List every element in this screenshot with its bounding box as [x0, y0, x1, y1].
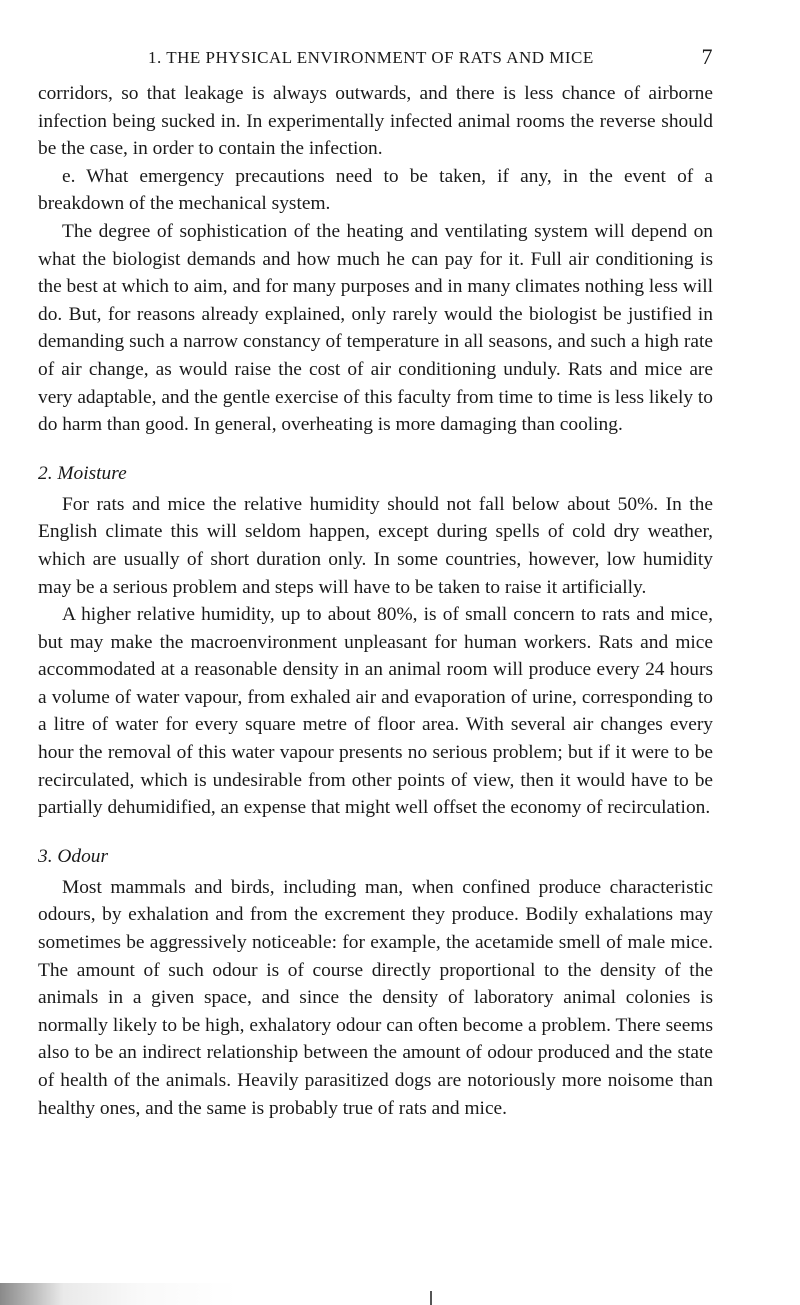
paragraph: For rats and mice the relative humidity should not fall below about 50%. In the English climate this will seldom happen, except during spells of cold dry weather, which are usually of short duration only. In some countries, however, low humidity may be a serious problem and steps will have to be taken to raise it artificially. [38, 493, 713, 598]
running-header [38, 44, 713, 74]
section-heading-moisture: 2. Moisture [38, 462, 127, 484]
scan-edge-shadow [0, 1283, 395, 1305]
paragraph: corridors, so that leakage is always outwards, and there is less chance of airborne infection being sucked in. In experimentally infected animal rooms the reverse should be the case, in order to contain the infection. [38, 83, 713, 160]
book-page [38, 0, 713, 1305]
paragraph: Most mammals and birds, including man, when confined produce characteristic odours, by exhalation and from the excrement they produce. Bodily exhalations may sometimes be aggressively noticeable: for example, the acetamide smell of male mice. The amount of such odour is of course directly proportional to the density of the animals in a given space, and since the density of laboratory animal colonies is normally likely to be high, exhalatory odour can often become a problem. There seems also to be an indirect relationship between the amount of odour produced and the state of health of the animals. Heavily parasitized dogs are notoriously more noisome than healthy ones, and the same is probably true of rats and mice. [38, 876, 713, 1119]
section-heading-odour: 3. Odour [38, 845, 109, 867]
page-number: 7 [701, 44, 713, 69]
paragraph: e. What emergency precautions need to be taken, if any, in the event of a breakdown of the mechanical system. [38, 165, 713, 215]
running-title: 1. THE PHYSICAL ENVIRONMENT OF RATS AND MICE [148, 48, 594, 67]
scan-mark [430, 1291, 432, 1305]
paragraph: The degree of sophistication of the heating and ventilating system will depend on what the biologist demands and how much he can pay for it. Full air conditioning is the best at which to aim, and for many purposes and in many climates nothing less will do. But, for reasons already explained, only rarely would the biologist be justified in demanding such a narrow constancy of temperature in all seasons, and such a high rate of air change, as would raise the cost of air conditioning unduly. Rats and mice are very adaptable, and the gentle exercise of this faculty from time to time is less likely to do harm than good. In general, overheating is more damaging than cooling. [38, 220, 713, 436]
paragraph: A higher relative humidity, up to about 80%, is of small concern to rats and mice, but may make the macroenvironment unpleasant for human workers. Rats and mice accommodated at a reasonable density in an animal room will produce every 24 hours a volume of water vapour, from exhaled air and evaporation of urine, corresponding to a litre of water for every square metre of floor area. With several air changes every hour the removal of this water vapour presents no serious problem; but if it were to be recirculated, which is undesirable from other points of view, then it would have to be partially dehumidified, an expense that might well offset the economy of recirculation. [38, 604, 713, 819]
body-text [38, 80, 713, 1122]
